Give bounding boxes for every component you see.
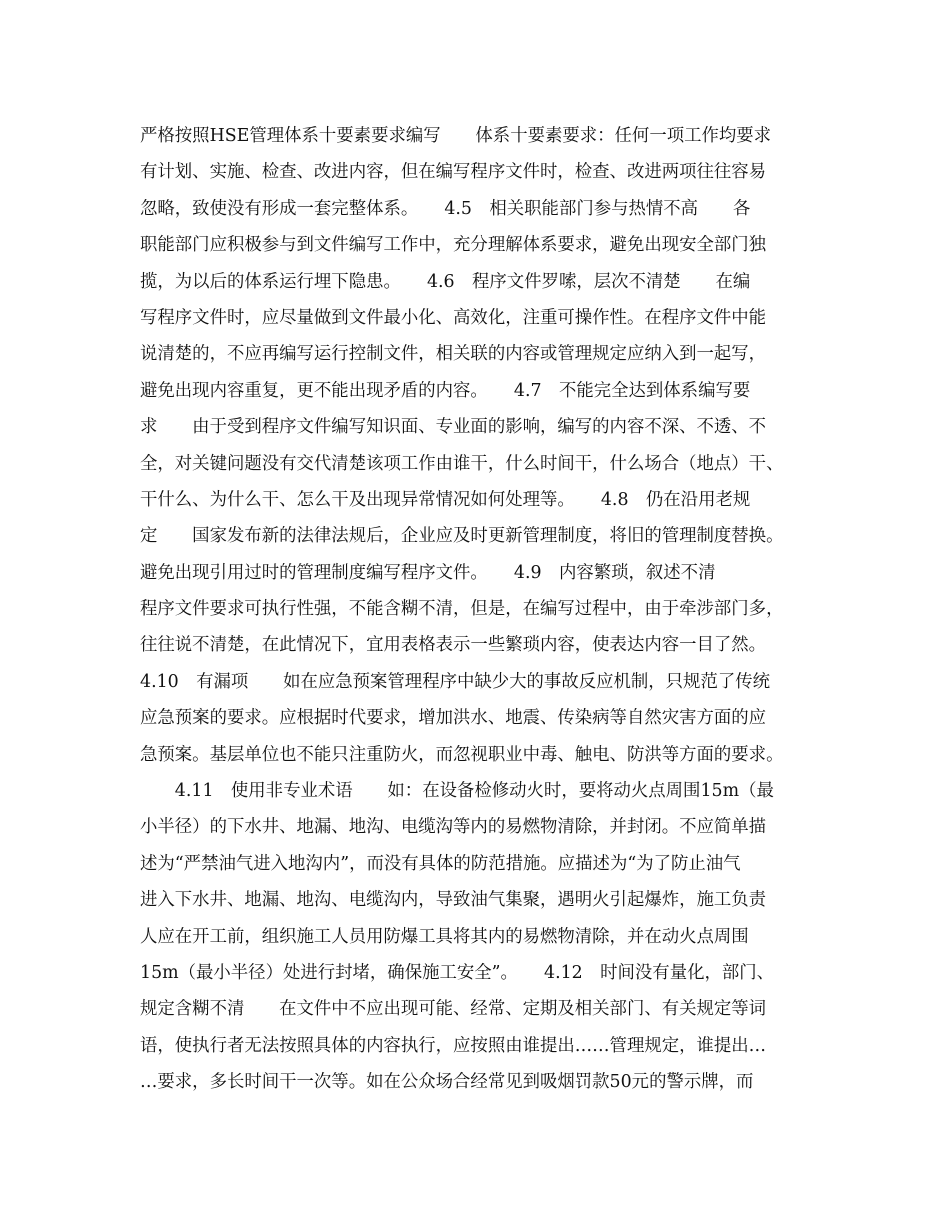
text-line: 避免出现内容重复，更不能出现矛盾的内容。 4.7 不能完全达到体系编写要 xyxy=(140,380,751,401)
text-line: 严格按照HSE管理体系十要素要求编写 体系十要素要求：任何一项工作均要求 xyxy=(140,126,772,146)
text-line: 应急预案的要求。应根据时代要求，增加洪水、地震、传染病等自然灾害方面的应 xyxy=(140,708,767,729)
text-line: 急预案。基层单位也不能只注重防火，而忽视职业中毒、触电、防洪等方面的要求。 xyxy=(140,744,784,765)
text-line: 忽略，致使没有形成一套完整体系。 4.5 相关职能部门参与热情不高 各 xyxy=(140,198,751,219)
text-line: 有计划、实施、检查、改进内容，但在编写程序文件时，检查、改进两项往往容易 xyxy=(140,162,767,183)
text-line: 4.11 使用非专业术语 如：在设备检修动火时，要将动火点周围15m（最 xyxy=(140,781,774,802)
text-line: 职能部门应积极参与到文件编写工作中，充分理解体系要求，避免出现安全部门独 xyxy=(140,235,767,256)
text-line: 避免出现引用过时的管理制度编写程序文件。 4.9 内容繁琐，叙述不清 xyxy=(140,562,716,583)
text-line: 干什么、为什么干、怎么干及出现异常情况如何处理等。 4.8 仍在沿用老规 xyxy=(140,489,751,510)
text-line: 求 由于受到程序文件编写知识面、专业面的影响，编写的内容不深、不透、不 xyxy=(140,417,767,438)
text-line: 全，对关键问题没有交代清楚该项工作由谁干，什么时间干，什么场合（地点）干、 xyxy=(140,453,784,474)
text-line: 定 国家发布新的法律法规后，企业应及时更新管理制度，将旧的管理制度替换。 xyxy=(140,526,784,547)
text-line: 往往说不清楚，在此情况下，宜用表格表示一些繁琐内容，使表达内容一目了然。 xyxy=(140,635,767,656)
text-line: 揽，为以后的体系运行埋下隐患。 4.6 程序文件罗嗦，层次不清楚 在编 xyxy=(140,271,751,292)
text-line: 15m（最小半径）处进行封堵，确保施工安全”。 4.12 时间没有量化，部门、 xyxy=(140,962,775,983)
text-line: 程序文件要求可执行性强，不能含糊不清，但是，在编写过程中，由于牵涉部门多， xyxy=(140,599,784,620)
text-line: 语，使执行者无法按照具体的内容执行，应按照由谁提出……管理规定，谁提出… xyxy=(140,1035,767,1056)
body-text xyxy=(140,118,830,1101)
text-line: 4.10 有漏项 如在应急预案管理程序中缺少大的事故反应机制，只规范了传统 xyxy=(140,671,771,692)
text-line: 规定含糊不清 在文件中不应出现可能、经常、定期及相关部门、有关规定等词 xyxy=(140,999,767,1020)
text-line: …要求，多长时间干一次等。如在公众场合经常见到吸烟罚款50元的警示牌，而 xyxy=(140,1072,754,1093)
text-line: 述为“严禁油气进入地沟内”，而没有具体的防范措施。应描述为“为了防止油气 xyxy=(140,853,741,874)
text-line: 进入下水井、地漏、地沟、电缆沟内，导致油气集聚，遇明火引起爆炸，施工负责 xyxy=(140,890,767,911)
text-line: 说清楚的，不应再编写运行控制文件，相关联的内容或管理规定应纳入到一起写， xyxy=(140,344,767,365)
text-line: 小半径）的下水井、地漏、地沟、电缆沟等内的易燃物清除，并封闭。不应简单描 xyxy=(140,817,767,838)
text-line: 写程序文件时，应尽量做到文件最小化、高效化，注重可操作性。在程序文件中能 xyxy=(140,307,767,328)
text-line: 人应在开工前，组织施工人员用防爆工具将其内的易燃物清除，并在动火点周围 xyxy=(140,926,749,947)
